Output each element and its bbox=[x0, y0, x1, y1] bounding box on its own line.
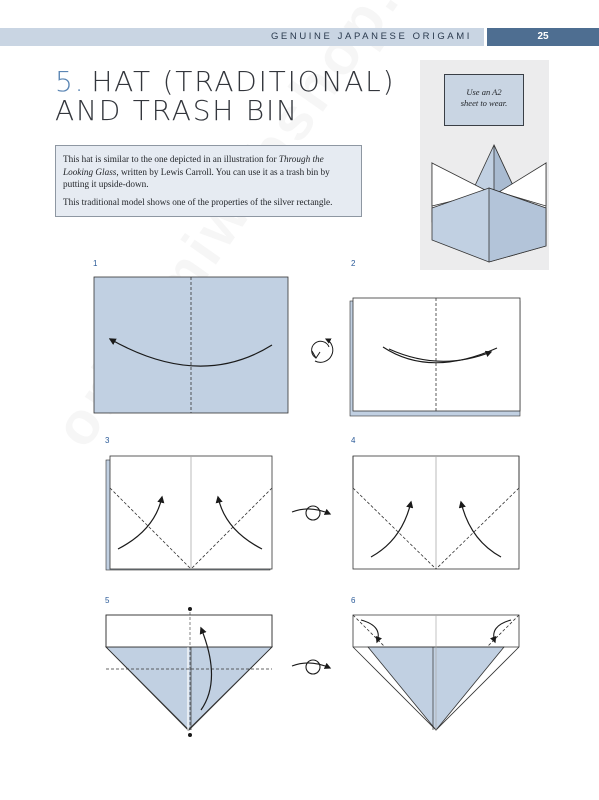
page-number: 25 bbox=[537, 31, 549, 42]
step-5-diagram bbox=[106, 607, 272, 737]
book-name: Through the Looking Glass bbox=[63, 154, 324, 177]
book-title: GENUINE JAPANESE ORIGAMI bbox=[270, 31, 472, 42]
step-4-diagram bbox=[353, 456, 519, 569]
rotate-icon bbox=[312, 339, 333, 362]
step-3-diagram bbox=[106, 456, 272, 570]
step-number-6: 6 bbox=[351, 596, 356, 605]
intro-paragraph-2: This traditional model shows one of the properties of the silver rectangle. bbox=[63, 196, 333, 207]
title-line-1: HAT (TRADITIONAL) bbox=[91, 65, 396, 98]
size-note: Use an A2 sheet to wear. bbox=[444, 74, 524, 126]
intro-paragraph-1: This hat is similar to the one depicted in an illustration for Through the Looking Glass, written by Lewis Carroll. You can use it as a trash bin by putting it upside-down. bbox=[63, 154, 330, 190]
step-6-diagram bbox=[353, 615, 519, 730]
model-number: 5. bbox=[55, 65, 86, 98]
step-number-3: 3 bbox=[105, 436, 110, 445]
turn-over-icon-1 bbox=[292, 506, 330, 520]
step-number-4: 4 bbox=[351, 436, 356, 445]
step-2-diagram bbox=[350, 298, 520, 416]
step-number-5: 5 bbox=[105, 596, 110, 605]
turn-over-icon-2 bbox=[292, 660, 330, 674]
title-line-2: AND TRASH BIN bbox=[55, 94, 299, 127]
step-number-1: 1 bbox=[93, 259, 98, 268]
step-1-diagram bbox=[94, 277, 288, 413]
finished-hat-illustration bbox=[432, 145, 546, 262]
step-number-2: 2 bbox=[351, 259, 356, 268]
